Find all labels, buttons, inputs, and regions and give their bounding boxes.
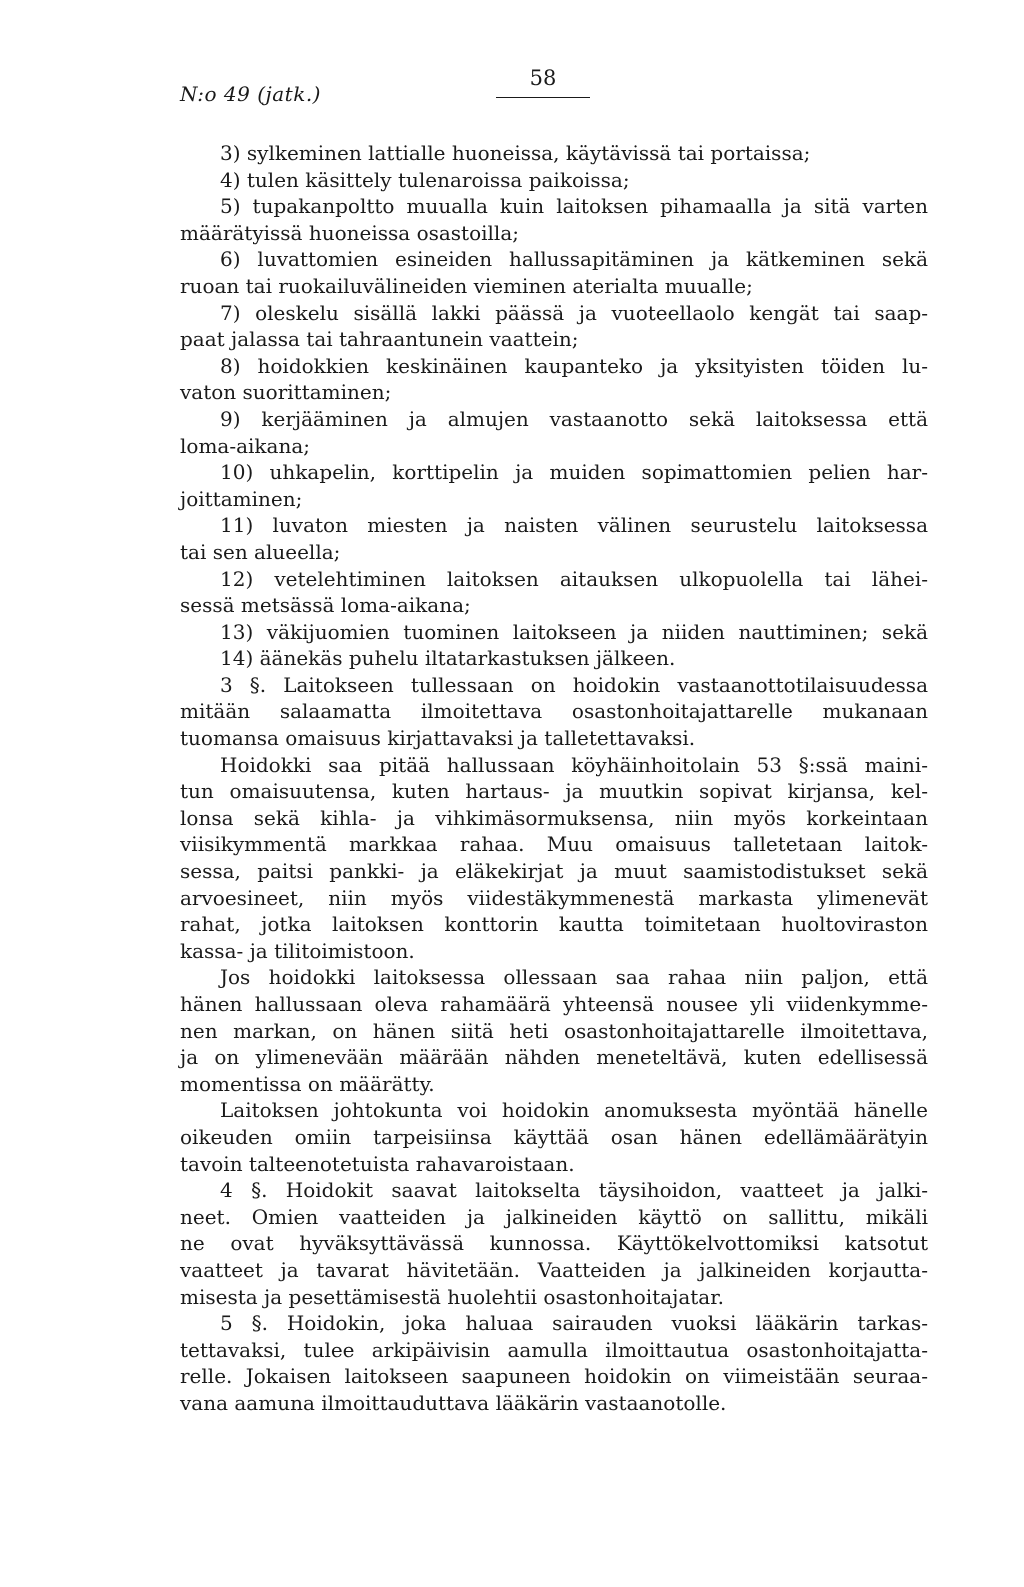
section-line: 3 §. Laitokseen tullessaan on hoidokin vastaanottotilaisuudessa bbox=[220, 672, 928, 697]
text-line: 6) luvattomien esineiden hallussapitäminen ja kätkeminen sekä bbox=[220, 247, 928, 272]
text-line: 12) vetelehtiminen laitoksen aitauksen ulkopuolella tai lähei- bbox=[220, 566, 928, 591]
text-line: sessä metsässä loma-aikana; bbox=[180, 593, 471, 618]
text-line: 8) hoidokkien keskinäinen kaupanteko ja yksityisten töiden lu- bbox=[220, 353, 928, 378]
text-line: Laitoksen johtokunta voi hoidokin anomuksesta myöntää hänelle bbox=[220, 1098, 928, 1123]
text-line: 14) äänekäs puhelu iltatarkastuksen jälkeen. bbox=[220, 646, 676, 671]
text-line: nen markan, on hänen siitä heti osastonhoitajattarelle ilmoitettava, bbox=[180, 1018, 928, 1043]
text-line: ja on ylimenevään määrään nähden meneteltävä, kuten edellisessä bbox=[180, 1045, 928, 1070]
text-line: sessa, paitsi pankki- ja eläkekirjat ja muut saamistodistukset sekä bbox=[180, 859, 928, 884]
text-line: misesta ja pesettämisestä huolehtii osastonhoitajatar. bbox=[180, 1284, 724, 1309]
text-line: 11) luvaton miesten ja naisten välinen seurustelu laitoksessa bbox=[220, 513, 928, 538]
text-line: 13) väkijuomien tuominen laitokseen ja niiden nauttiminen; sekä bbox=[220, 619, 928, 644]
text-line: tuomansa omaisuus kirjattavaksi ja talletettavaksi. bbox=[180, 726, 696, 751]
text-line: joittaminen; bbox=[180, 486, 303, 511]
section-line: 4 §. Hoidokit saavat laitokselta täysihoidon, vaatteet ja jalki- bbox=[220, 1178, 928, 1203]
page-number: 58 bbox=[529, 66, 557, 90]
text-line: tavoin talteenotetuista rahavaroistaan. bbox=[180, 1151, 575, 1176]
text-line: lonsa sekä kihla- ja vihkimäsormuksensa, niin myös korkeintaan bbox=[180, 805, 928, 830]
text-line: arvoesineet, niin myös viidestäkymmenestä markasta ylimenevät bbox=[180, 885, 928, 910]
text-line: vaton suorittaminen; bbox=[180, 380, 392, 405]
text-line: Jos hoidokki laitoksessa ollessaan saa rahaa niin paljon, että bbox=[220, 965, 928, 990]
text-line: hänen hallussaan oleva rahamäärä yhteensä nousee yli viidenkymme- bbox=[180, 992, 928, 1016]
text-line: 5) tupakanpoltto muualla kuin laitoksen pihamaalla ja sitä varten bbox=[220, 194, 928, 219]
text-line: määrätyissä huoneissa osastoilla; bbox=[180, 220, 519, 245]
text-line: 4) tulen käsittely tulenaroissa paikoissa; bbox=[220, 167, 630, 192]
text-line: 9) kerjääminen ja almujen vastaanotto sekä laitoksessa että bbox=[220, 406, 928, 431]
text-line: paat jalassa tai tahraantunein vaattein; bbox=[180, 327, 579, 352]
text-line: Hoidokki saa pitää hallussaan köyhäinhoitolain 53 §:ssä maini- bbox=[220, 752, 928, 777]
text-line: ruoan tai ruokailuvälineiden vieminen aterialta muualle; bbox=[180, 273, 753, 298]
page-header bbox=[0, 0, 1024, 120]
text-line: rahat, jotka laitoksen konttorin kautta toimitetaan huoltoviraston bbox=[180, 912, 928, 937]
text-line: tai sen alueella; bbox=[180, 539, 341, 564]
text-line: 10) uhkapelin, korttipelin ja muiden sopimattomien pelien har- bbox=[220, 460, 928, 485]
text-line: momentissa on määrätty. bbox=[180, 1071, 435, 1096]
text-line: vaatteet ja tavarat hävitetään. Vaatteiden ja jalkineiden korjautta- bbox=[180, 1257, 928, 1282]
text-line: loma-aikana; bbox=[180, 433, 310, 458]
section-line: 5 §. Hoidokin, joka haluaa sairauden vuoksi lääkärin tarkas- bbox=[220, 1311, 928, 1336]
text-line: relle. Jokaisen laitokseen saapuneen hoidokin on viimeistään seuraa- bbox=[180, 1364, 928, 1389]
running-head: N:o 49 (jatk.) bbox=[180, 82, 321, 106]
text-line: ne ovat hyväksyttävässä kunnossa. Käyttökelvottomiksi katsotut bbox=[180, 1231, 928, 1256]
text-line: vana aamuna ilmoittauduttava lääkärin vastaanotolle. bbox=[180, 1390, 727, 1415]
text-line: neet. Omien vaatteiden ja jalkineiden käyttö on sallittu, mikäli bbox=[180, 1204, 928, 1229]
text-line: tettavaksi, tulee arkipäivisin aamulla ilmoittautua osastonhoitajatta- bbox=[180, 1337, 928, 1362]
text-line: kassa- ja tilitoimistoon. bbox=[180, 938, 415, 963]
text-line: viisikymmentä markkaa rahaa. Muu omaisuus talletetaan laitok- bbox=[180, 832, 928, 857]
text-line: 7) oleskelu sisällä lakki päässä ja vuoteellaolo kengät tai saap- bbox=[220, 300, 928, 325]
body-text bbox=[180, 140, 928, 1417]
text-line: tun omaisuutensa, kuten hartaus- ja muutkin sopivat kirjansa, kel- bbox=[180, 779, 928, 804]
text-line: oikeuden omiin tarpeisiinsa käyttää osan hänen edellämäärätyin bbox=[180, 1124, 928, 1149]
page-number-rule bbox=[496, 97, 590, 98]
text-line: 3) sylkeminen lattialle huoneissa, käytävissä tai portaissa; bbox=[220, 141, 811, 165]
text-line: mitään salaamatta ilmoitettava osastonhoitajattarelle mukanaan bbox=[180, 699, 928, 724]
